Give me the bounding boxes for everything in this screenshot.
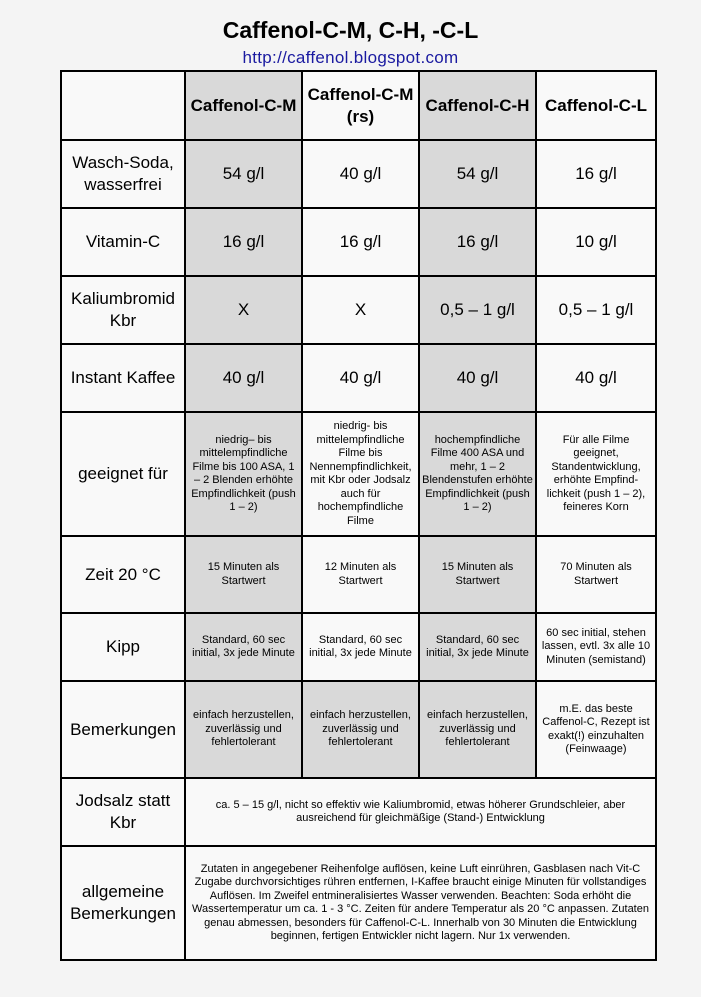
row-label: Kipp (61, 613, 185, 681)
table-cell: einfach herzustellen, zuverlässig und fehlertolerant (302, 681, 419, 778)
table-cell: Zutaten in angegebener Reihenfolge auflösen, keine Luft einrühren, Gasblasen nach Vit-C Zugabe durchvorsichtiges rühren entfernen, I-Kaffee braucht einige Minuten für vollstandiges Auflösen. Im Zweifel entmineralisiertes Wasser verwenden. Beachten: Soda erhöht die Wassertemperatur um ca. 1 - 3 °C. Zeiten für andere Temperatur als 20 °C anpassen. Zutaten genau abmessen, besonders für Caffenol-C-L. Innerhalb von 30 Minuten die Entwicklung beginnen, fertigen Entwickler nicht lagern. Nur 1x verwenden. (185, 846, 656, 960)
table-row (61, 681, 656, 778)
table-row (61, 344, 656, 412)
row-label: Jodsalz statt Kbr (61, 778, 185, 846)
table-cell: Standard, 60 sec initial, 3x jede Minute (419, 613, 536, 681)
table-cell: 12 Minuten als Startwert (302, 536, 419, 613)
table-cell: hochempfindliche Filme 400 ASA und mehr, 1 – 2 Blendenstufen erhöhte Empfindlichkeit (push 1 – 2) (419, 412, 536, 536)
row-label: allgemeine Bemerkungen (61, 846, 185, 960)
table-cell: niedrig- bis mittelempfindliche Filme bis Nennempfindlichkeit, mit Kbr oder Jodsalz auch für hochempfindliche Filme (302, 412, 419, 536)
table-cell: 60 sec initial, stehen lassen, evtl. 3x alle 10 Minuten (semistand) (536, 613, 656, 681)
table-cell: 40 g/l (302, 344, 419, 412)
table-row (61, 613, 656, 681)
table-cell: 16 g/l (302, 208, 419, 276)
table-cell: 10 g/l (536, 208, 656, 276)
table-cell: 16 g/l (536, 140, 656, 208)
table-cell: 40 g/l (536, 344, 656, 412)
table-cell: Standard, 60 sec initial, 3x jede Minute (302, 613, 419, 681)
table-cell: 0,5 – 1 g/l (419, 276, 536, 344)
table-cell: Standard, 60 sec initial, 3x jede Minute (185, 613, 302, 681)
table-cell: einfach herzustellen, zuverlässig und fehlertolerant (185, 681, 302, 778)
table-cell: X (302, 276, 419, 344)
table-cell: 54 g/l (185, 140, 302, 208)
table-cell: 54 g/l (419, 140, 536, 208)
row-label: Zeit 20 °C (61, 536, 185, 613)
table-cell: 15 Minuten als Startwert (185, 536, 302, 613)
table-cell: 70 Minuten als Startwert (536, 536, 656, 613)
table-cell: X (185, 276, 302, 344)
table-cell: 40 g/l (419, 344, 536, 412)
table-row (61, 846, 656, 960)
blog-url: http://caffenol.blogspot.com (242, 48, 459, 67)
row-label: Vitamin-C (61, 208, 185, 276)
table-cell: 40 g/l (185, 344, 302, 412)
column-header-c-h: Caffenol-C-H (419, 71, 536, 140)
row-label: geeignet für (61, 412, 185, 536)
recipe-table (60, 70, 657, 961)
table-cell: m.E. das beste Caffenol-C, Rezept ist exakt(!) einzuhalten (Feinwaage) (536, 681, 656, 778)
column-header-c-m: Caffenol-C-M (185, 71, 302, 140)
row-label: Kaliumbromid Kbr (61, 276, 185, 344)
table-row (61, 140, 656, 208)
page-title: Caffenol-C-M, C-H, -C-L (222, 17, 479, 43)
table-cell: 40 g/l (302, 140, 419, 208)
table-cell: Für alle Filme geeignet, Standentwicklung, erhöhte Empfind-lichkeit (push 1 – 2), feineres Korn (536, 412, 656, 536)
row-label: Wasch-Soda, wasserfrei (61, 140, 185, 208)
table-row (61, 412, 656, 536)
table-cell: einfach herzustellen, zuverlässig und fehlertolerant (419, 681, 536, 778)
table-cell: ca. 5 – 15 g/l, nicht so effektiv wie Kaliumbromid, etwas höherer Grundschleier, aber ausreichend für gleichmäßige (Stand-) Entwicklung (185, 778, 656, 846)
table-cell: 16 g/l (185, 208, 302, 276)
header-row (61, 71, 656, 140)
table-cell: 0,5 – 1 g/l (536, 276, 656, 344)
column-header-c-l: Caffenol-C-L (536, 71, 656, 140)
column-header-c-m-rs: Caffenol-C-M (rs) (302, 71, 419, 140)
row-label: Bemerkungen (61, 681, 185, 778)
table-cell: 16 g/l (419, 208, 536, 276)
table-row (61, 208, 656, 276)
table-row (61, 536, 656, 613)
table-row (61, 778, 656, 846)
table-row (61, 276, 656, 344)
table-cell: 15 Minuten als Startwert (419, 536, 536, 613)
row-label: Instant Kaffee (61, 344, 185, 412)
table-cell: niedrig– bis mittelempfindliche Filme bis 100 ASA, 1 – 2 Blenden erhöhte Empfindlichkeit (push 1 – 2) (185, 412, 302, 536)
corner-cell (61, 71, 185, 140)
